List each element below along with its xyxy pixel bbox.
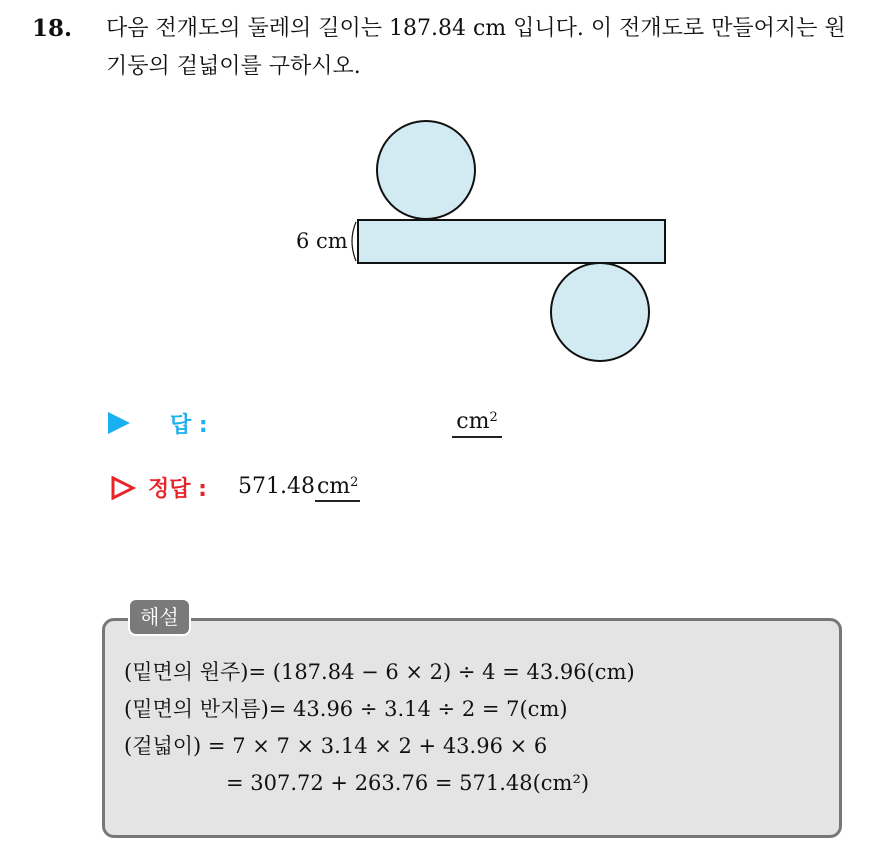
answer-label: 답 :	[170, 413, 208, 438]
side-height-label: 6 cm	[296, 229, 348, 253]
question-number: 18.	[32, 15, 73, 42]
correct-answer-value: 571.48	[238, 474, 315, 499]
solution-line-4: = 307.72 + 263.76 = 571.48(cm²)	[226, 771, 590, 795]
question	[32, 10, 862, 86]
solution-tag: 해설	[128, 598, 191, 636]
answer-row	[108, 408, 608, 442]
top-base-circle	[377, 121, 475, 219]
answer-unit	[452, 408, 502, 438]
correct-answer-row	[108, 472, 608, 506]
solution-lines	[124, 654, 824, 802]
correct-answer-value-group	[238, 474, 360, 502]
cylinder-net-figure	[290, 118, 690, 372]
question-text: 다음 전개도의 둘레의 길이는 187.84 cm 입니다. 이 전개도로 만들어지는 원기둥의 겉넓이를 구하시오.	[106, 16, 846, 79]
cylinder-net-svg	[290, 118, 690, 368]
side-height-bracket	[352, 222, 356, 261]
play-arrow-icon	[108, 412, 130, 434]
outline-play-arrow-icon	[110, 476, 136, 500]
correct-unit-text: cm	[316, 474, 351, 499]
answer-unit-exponent: 2	[489, 410, 498, 425]
side-rectangle	[358, 220, 665, 263]
solution-line-3: (겉넓이) = 7 × 7 × 3.14 × 2 + 43.96 × 6	[124, 734, 548, 758]
correct-answer-unit	[315, 474, 360, 502]
bottom-base-circle	[551, 263, 649, 361]
answer-unit-text: cm	[456, 409, 490, 434]
solution-line-1: (밑면의 원주)= (187.84 − 6 × 2) ÷ 4 = 43.96(cm)	[124, 660, 635, 684]
correct-unit-exponent: 2	[350, 475, 359, 490]
solution-line-2: (밑면의 반지름)= 43.96 ÷ 3.14 ÷ 2 = 7(cm)	[124, 697, 568, 721]
correct-answer-label: 정답 :	[148, 477, 207, 502]
